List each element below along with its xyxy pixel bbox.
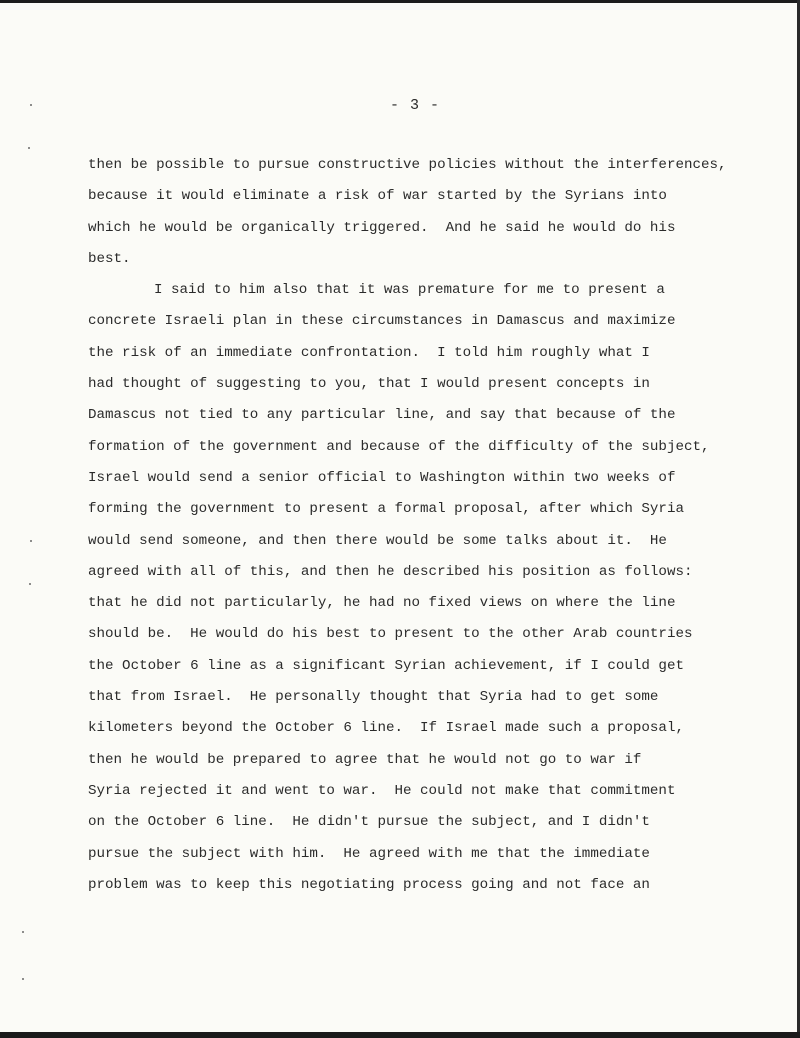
text-line: should be. He would do his best to present to the other Arab countries [88,626,693,643]
text-line: that he did not particularly, he had no fixed views on where the line [88,595,676,612]
text-line: kilometers beyond the October 6 line. If Israel made such a proposal, [88,720,684,737]
text-line: best. [88,250,131,267]
text-line: pursue the subject with him. He agreed with me that the immediate [88,845,650,862]
text-line: problem was to keep this negotiating process going and not face an [88,876,650,893]
scan-edge-bottom [0,1032,800,1038]
text-line: Israel would send a senior official to Washington within two weeks of [88,469,676,486]
text-line: which he would be organically triggered. And he said he would do his [88,219,676,236]
scan-speck [22,978,24,980]
text-line: formation of the government and because of the difficulty of the subject, [88,438,710,455]
scan-edge-top [0,0,800,3]
page-number: - 3 - [389,97,440,114]
text-line: Syria rejected it and went to war. He could not make that commitment [88,782,676,799]
body-text [88,150,800,901]
text-line: on the October 6 line. He didn't pursue the subject, and I didn't [88,814,650,831]
text-line: would send someone, and then there would be some talks about it. He [88,532,667,549]
text-line: then be possible to pursue constructive policies without the interferences, [88,157,727,173]
text-line: the October 6 line as a significant Syrian achievement, if I could get [88,657,684,674]
text-line: concrete Israeli plan in these circumstances in Damascus and maximize [88,313,676,330]
scan-speck [28,147,30,149]
scan-speck [22,931,24,933]
text-line: because it would eliminate a risk of war started by the Syrians into [88,188,667,205]
paragraph-first-line: I said to him also that it was premature for me to present a [154,282,665,299]
text-line: forming the government to present a formal proposal, after which Syria [88,501,684,518]
text-line: agreed with all of this, and then he described his position as follows: [88,563,693,580]
text-line: had thought of suggesting to you, that I would present concepts in [88,376,650,393]
scan-speck [29,583,31,585]
text-line: the risk of an immediate confrontation. I told him roughly what I [88,344,650,361]
text-line: then he would be prepared to agree that he would not go to war if [88,751,642,768]
text-line: that from Israel. He personally thought that Syria had to get some [88,689,659,706]
text-line: Damascus not tied to any particular line, and say that because of the [88,407,676,424]
scan-speck [30,540,32,542]
